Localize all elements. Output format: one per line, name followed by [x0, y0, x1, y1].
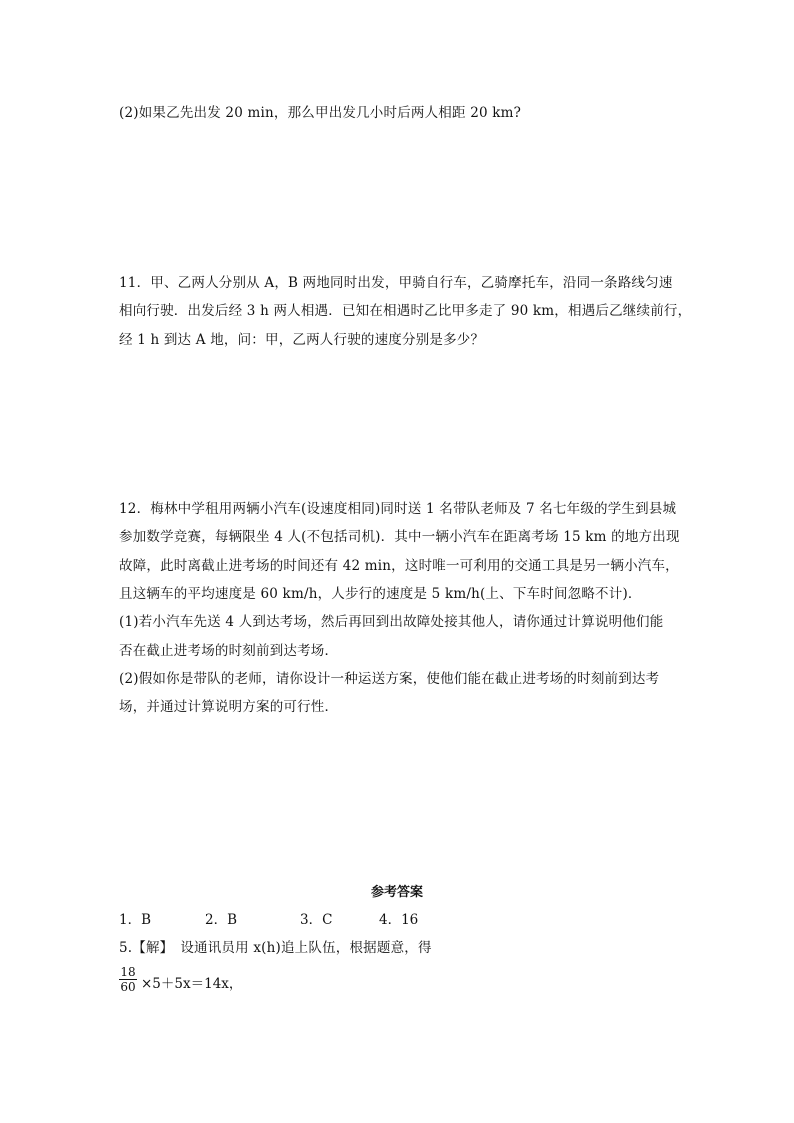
question-11-line-3: 经 1 h 到达 A 地，问：甲，乙两人行驶的速度分别是多少？: [119, 332, 485, 348]
question-12-line-5: (1)若小汽车先送 4 人到达考场，然后再回到出故障处接其他人，请你通过计算说明他们能: [119, 614, 664, 630]
answer-3: 3．C: [300, 912, 333, 928]
question-11-line-1: 11．甲、乙两人分别从 A，B 两地同时出发，甲骑自行车，乙骑摩托车，沿同一条路线匀速: [119, 275, 673, 291]
question-12-line-2: 参加数学竞赛，每辆限坐 4 人(不包括司机)．其中一辆小汽车在距离考场 15 km 的地方出现: [119, 529, 680, 545]
fraction-numerator: 18: [120, 965, 136, 979]
question-12-line-8: 场，并通过计算说明方案的可行性．: [119, 699, 339, 715]
question-12-line-7: (2)假如你是带队的老师，请你设计一种运送方案，使他们能在截止进考场的时刻前到达考: [119, 671, 660, 687]
question-12-line-4: 且这辆车的平均速度是 60 km/h，人步行的速度是 5 km/h(上、下车时间忽略不计)．: [119, 586, 642, 602]
question-11-line-2: 相向行驶．出发后经 3 h 两人相遇．已知在相遇时乙比甲多走了 90 km，相遇后乙继续前行，: [119, 303, 692, 319]
fraction: [119, 965, 137, 994]
answer-4: 4．16: [379, 912, 419, 928]
question-12-line-3: 故障，此时离截止进考场的时间还有 42 min，这时唯一可利用的交通工具是另一辆小汽车，: [119, 558, 679, 574]
equation-rest: ×5＋5x＝14x，: [141, 976, 243, 992]
answers-title: 参考答案: [370, 885, 423, 900]
fraction-denominator: 60: [120, 980, 136, 994]
question-10-part-2: (2)如果乙先出发 20 min，那么甲出发几小时后两人相距 20 km?: [119, 105, 522, 121]
answer-2: 2．B: [205, 912, 238, 928]
question-12-line-6: 否在截止进考场的时刻前到达考场．: [119, 643, 339, 659]
question-12-line-1: 12．梅林中学租用两辆小汽车(设速度相同)同时送 1 名带队老师及 7 名七年级的学生到县城: [119, 501, 677, 517]
answer-1: 1．B: [119, 912, 152, 928]
answer-5-intro: 5.【解】 设通讯员用 x(h)追上队伍，根据题意，得: [119, 940, 432, 956]
